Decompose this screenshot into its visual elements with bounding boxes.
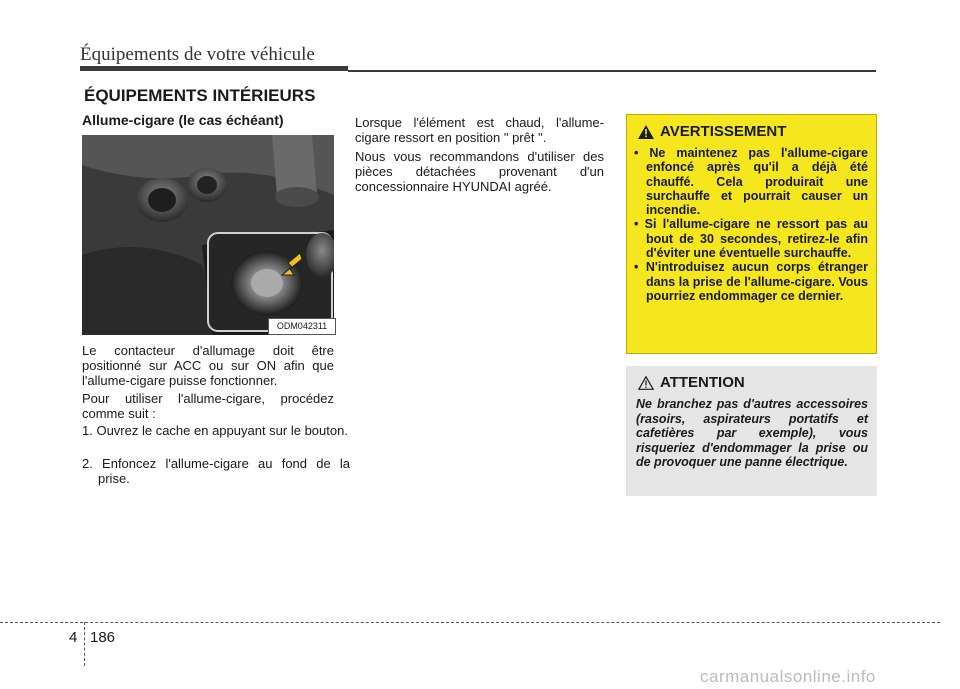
left-para-2: Pour utiliser l'allume-cigare, procédez comme suit : <box>82 391 334 421</box>
left-para-1: Le contacteur d'allumage doit être positionné sur ACC ou sur ON afin que l'allume-cigare puisse fonctionner. <box>82 343 334 388</box>
page-header-title: Équipements de votre véhicule <box>80 44 315 65</box>
header-bar <box>80 66 348 71</box>
step-item: 1. Ouvrez le cache en appuyant sur le bouton. <box>82 423 348 438</box>
warning-item: • N'introduisez aucun corps étranger dans la prise de l'allume-cigare. Vous pourriez endommager ce dernier. <box>634 260 868 303</box>
warning-heading <box>638 123 786 140</box>
chapter-number: 4 <box>69 629 78 646</box>
warning-item: • Ne maintenez pas l'allume-cigare enfoncé après qu'il a déjà été chauffé. Cela produirait une surchauffe et pourrait causer un incendie. <box>634 146 868 218</box>
middle-para-2: Nous vous recommandons d'utiliser des pièces détachées provenant d'un concessionnaire HYUNDAI agréé. <box>355 149 604 194</box>
section-title: ÉQUIPEMENTS INTÉRIEURS <box>84 86 316 105</box>
attention-title: ATTENTION <box>660 374 745 391</box>
footer-rule <box>0 622 940 623</box>
cigar-lighter-photo <box>82 135 334 335</box>
cigar-lighter-illustration <box>82 135 334 335</box>
warning-item: • Si l'allume-cigare ne ressort pas au bout de 30 secondes, retirez-le afin d'éviter une éventuelle surchauffe. <box>634 217 868 261</box>
attention-text: Ne branchez pas d'autres accessoires (rasoirs, aspirateurs portatifs et cafetières par exemple), vous risqueriez d'endommager la prise ou de provoquer une panne électrique. <box>636 397 868 470</box>
middle-para-1: Lorsque l'élément est chaud, l'allume-cigare ressort en position " prêt ". <box>355 115 604 145</box>
footer-divider <box>84 622 85 666</box>
caution-icon <box>638 376 654 390</box>
subheading: Allume-cigare (le cas échéant) <box>82 112 284 128</box>
image-label: ODM042311 <box>268 318 336 335</box>
step-item: 2. Enfoncez l'allume-cigare au fond de la prise. <box>82 456 350 486</box>
warning-icon <box>638 125 654 139</box>
header-rule <box>348 70 876 72</box>
warning-list <box>634 146 868 303</box>
page-number: 186 <box>90 629 116 646</box>
attention-heading <box>638 374 745 391</box>
warning-title: AVERTISSEMENT <box>660 123 787 140</box>
watermark: carmanualsonline.info <box>700 667 876 686</box>
